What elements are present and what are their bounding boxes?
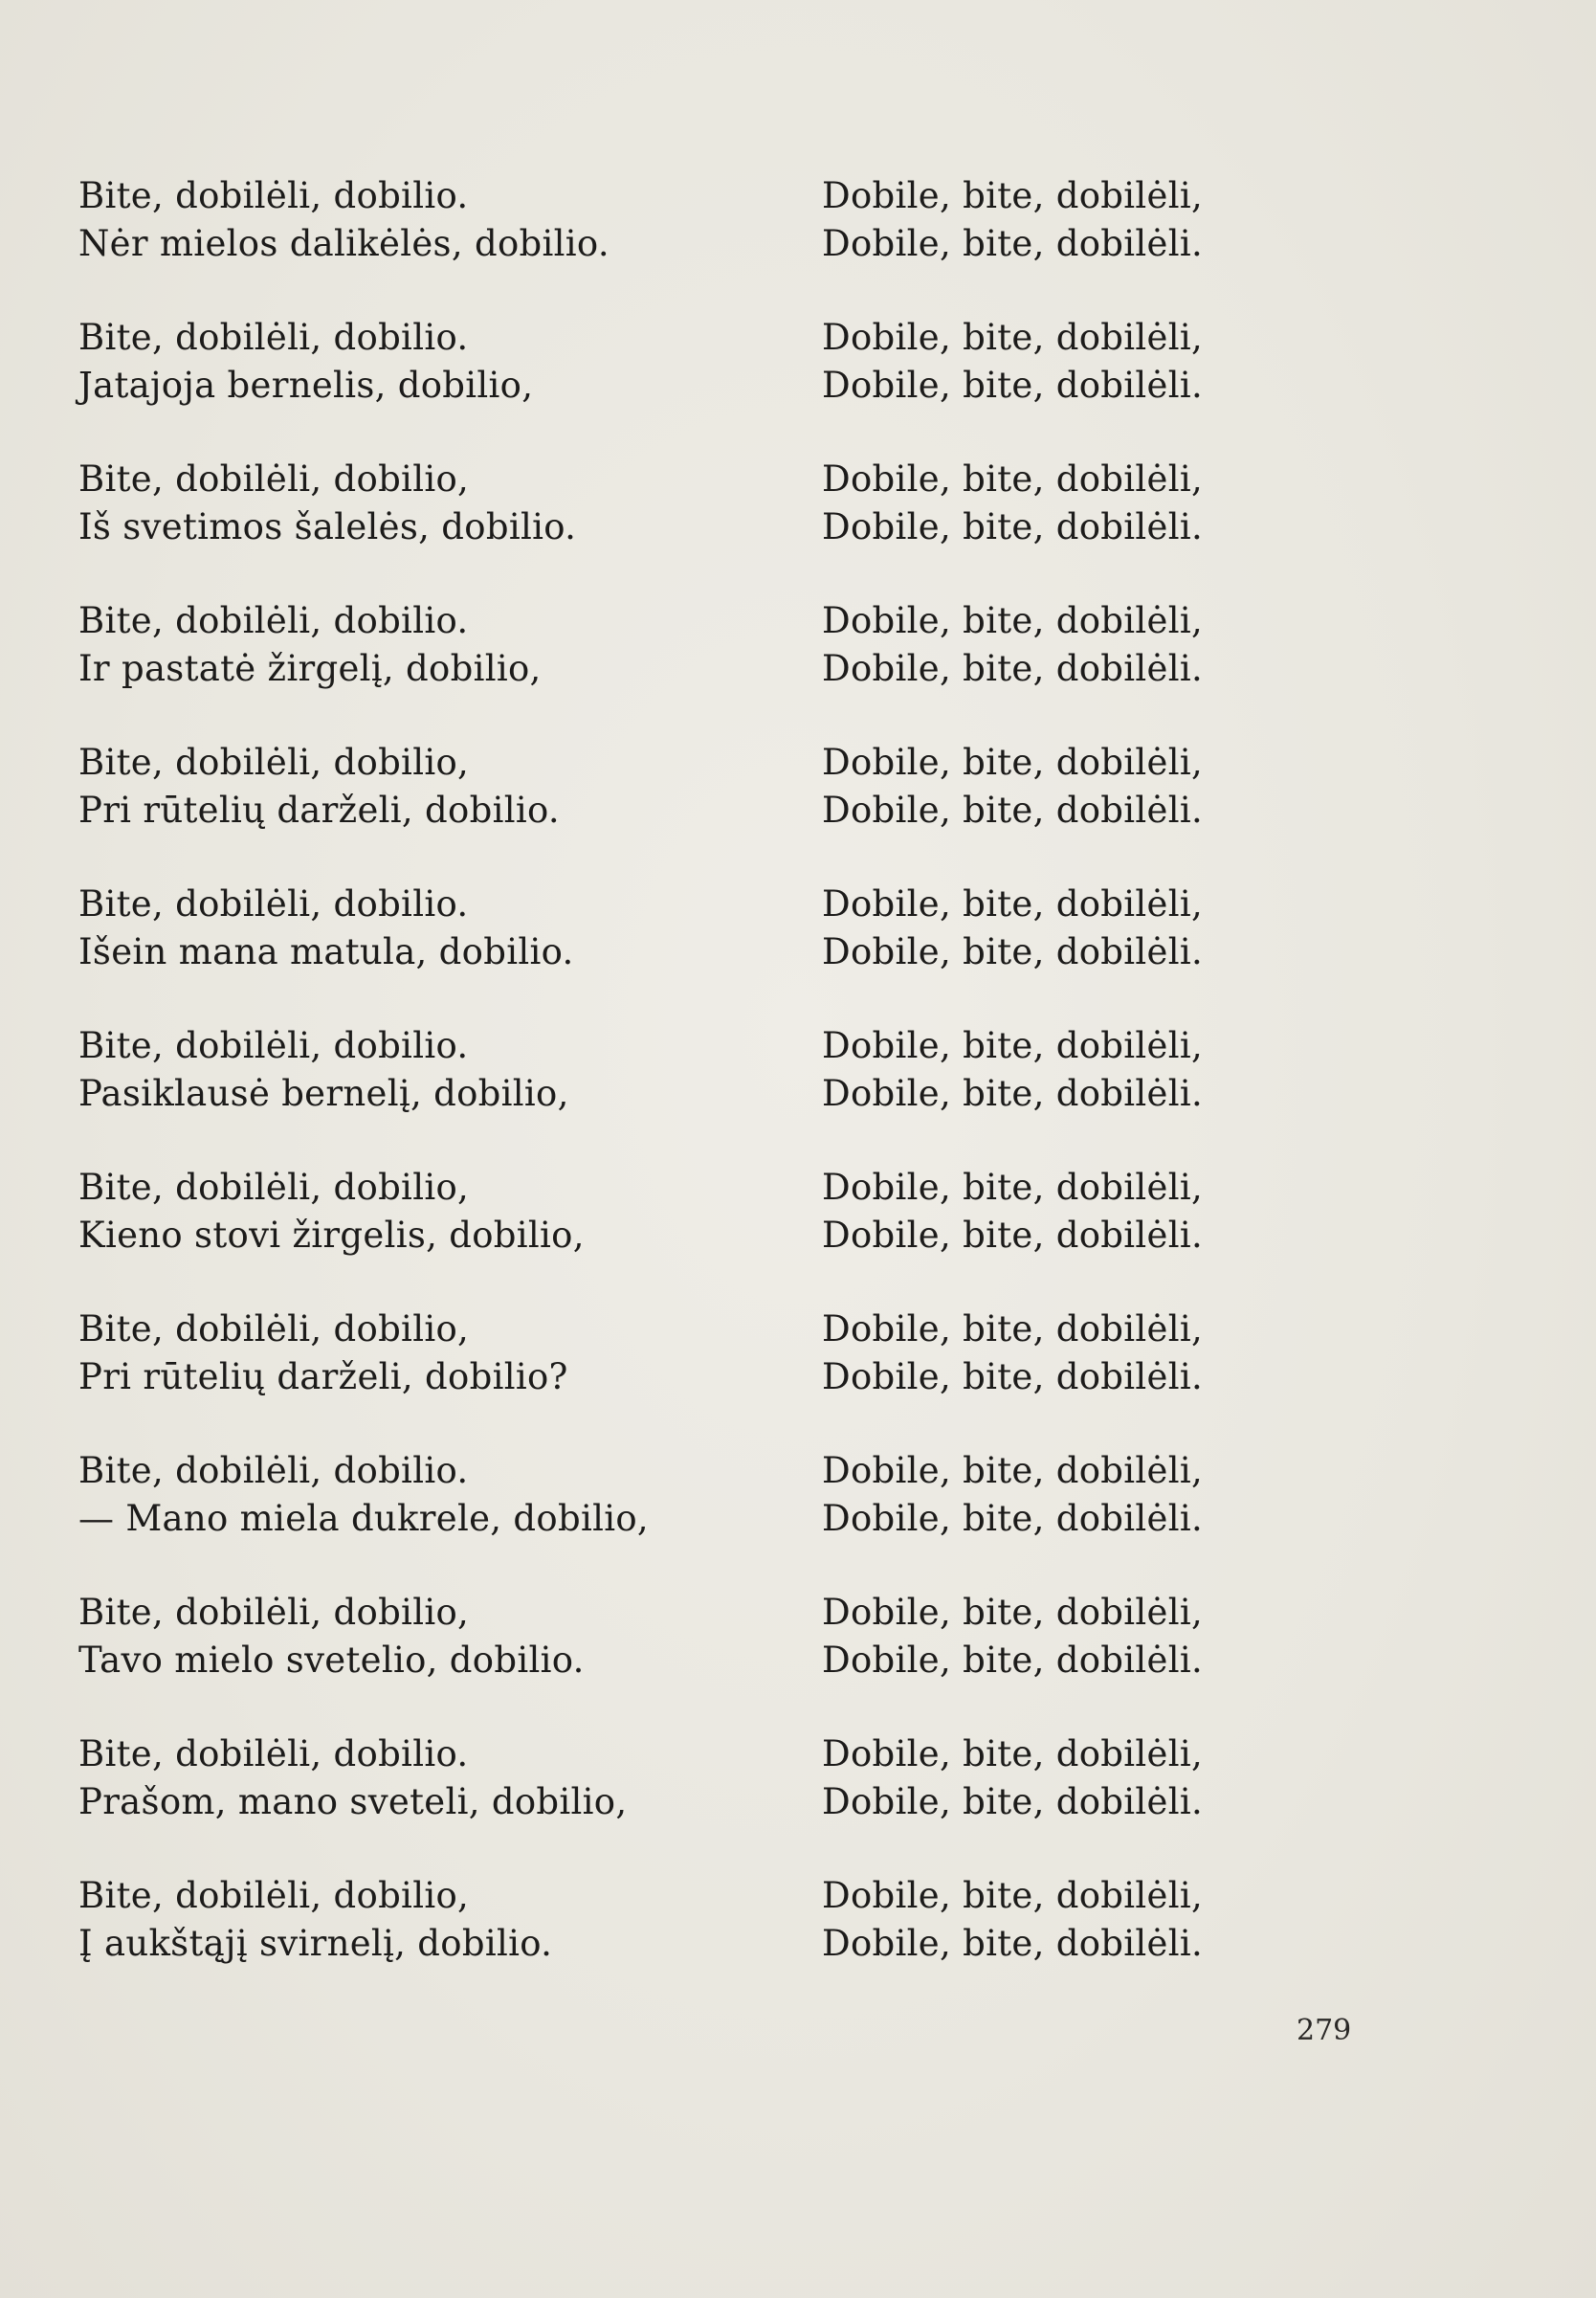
stanza-refrain-column bbox=[822, 456, 1203, 551]
stanza bbox=[78, 1872, 1284, 2014]
stanza-refrain-column bbox=[822, 1447, 1203, 1543]
stanza-left-column bbox=[78, 597, 542, 693]
verse-line: Nėr mielos dalikėlės, dobilio. bbox=[78, 223, 610, 264]
stanza bbox=[78, 314, 1284, 456]
refrain-line: Dobile, bite, dobilėli. bbox=[822, 1073, 1204, 1114]
stanza-left-column bbox=[78, 739, 560, 835]
verse-line: Pri rūtelių darželi, dobilio? bbox=[78, 1356, 568, 1397]
refrain-line: Dobile, bite, dobilėli, bbox=[822, 317, 1204, 358]
refrain-line: Dobile, bite, dobilėli, bbox=[822, 1450, 1204, 1491]
verse-line: Bite, dobilėli, dobilio, bbox=[78, 1875, 470, 1916]
verse-line: Kieno stovi žirgelis, dobilio, bbox=[78, 1215, 585, 1256]
verse-line: Bite, dobilėli, dobilio. bbox=[78, 883, 469, 925]
stanza bbox=[78, 597, 1284, 739]
refrain-line: Dobile, bite, dobilėli, bbox=[822, 742, 1204, 783]
refrain-line: Dobile, bite, dobilėli, bbox=[822, 175, 1204, 216]
refrain-line: Dobile, bite, dobilėli, bbox=[822, 1308, 1204, 1350]
refrain-line: Dobile, bite, dobilėli, bbox=[822, 600, 1204, 641]
stanza-refrain-column bbox=[822, 881, 1203, 976]
stanza bbox=[78, 1305, 1284, 1447]
stanza-refrain-column bbox=[822, 739, 1203, 835]
refrain-line: Dobile, bite, dobilėli. bbox=[822, 365, 1204, 406]
refrain-line: Dobile, bite, dobilėli. bbox=[822, 223, 1204, 264]
stanza bbox=[78, 739, 1284, 881]
verse-line: Bite, dobilėli, dobilio. bbox=[78, 175, 469, 216]
stanza bbox=[78, 172, 1284, 314]
refrain-line: Dobile, bite, dobilėli. bbox=[822, 1640, 1204, 1681]
stanza-left-column bbox=[78, 881, 574, 976]
stanza-refrain-column bbox=[822, 1589, 1203, 1684]
stanza-refrain-column bbox=[822, 1022, 1203, 1118]
refrain-line: Dobile, bite, dobilėli. bbox=[822, 931, 1204, 972]
stanza-left-column bbox=[78, 1305, 568, 1401]
song-text bbox=[78, 172, 1284, 2014]
refrain-line: Dobile, bite, dobilėli. bbox=[822, 1215, 1204, 1256]
refrain-line: Dobile, bite, dobilėli, bbox=[822, 1592, 1204, 1633]
stanza-left-column bbox=[78, 1872, 552, 1968]
stanza-refrain-column bbox=[822, 1730, 1203, 1826]
verse-line: Bite, dobilėli, dobilio. bbox=[78, 1025, 469, 1066]
verse-line: Bite, dobilėli, dobilio. bbox=[78, 1733, 469, 1774]
refrain-line: Dobile, bite, dobilėli, bbox=[822, 1167, 1204, 1208]
verse-line: Bite, dobilėli, dobilio, bbox=[78, 742, 470, 783]
stanza-left-column bbox=[78, 1589, 585, 1684]
stanza-refrain-column bbox=[822, 1164, 1203, 1260]
stanza bbox=[78, 1589, 1284, 1730]
verse-line: Bite, dobilėli, dobilio, bbox=[78, 1167, 470, 1208]
verse-line: Pasiklausė bernelį, dobilio, bbox=[78, 1073, 569, 1114]
page-number: 279 bbox=[1297, 2014, 1352, 2047]
refrain-line: Dobile, bite, dobilėli, bbox=[822, 1733, 1204, 1774]
verse-line: Ir pastatė žirgelį, dobilio, bbox=[78, 648, 542, 689]
verse-line: Prašom, mano sveteli, dobilio, bbox=[78, 1781, 628, 1822]
refrain-line: Dobile, bite, dobilėli. bbox=[822, 648, 1204, 689]
verse-line: Tavo mielo svetelio, dobilio. bbox=[78, 1640, 585, 1681]
verse-line: Bite, dobilėli, dobilio, bbox=[78, 1592, 470, 1633]
stanza-refrain-column bbox=[822, 1872, 1203, 1968]
stanza-left-column bbox=[78, 456, 576, 551]
verse-line: Bite, dobilėli, dobilio. bbox=[78, 317, 469, 358]
stanza bbox=[78, 1447, 1284, 1589]
refrain-line: Dobile, bite, dobilėli, bbox=[822, 883, 1204, 925]
stanza bbox=[78, 1730, 1284, 1872]
stanza bbox=[78, 1022, 1284, 1164]
stanza-refrain-column bbox=[822, 172, 1203, 268]
stanza-refrain-column bbox=[822, 597, 1203, 693]
refrain-line: Dobile, bite, dobilėli. bbox=[822, 1356, 1204, 1397]
refrain-line: Dobile, bite, dobilėli. bbox=[822, 506, 1204, 547]
stanza-left-column bbox=[78, 1730, 627, 1826]
stanza-refrain-column bbox=[822, 314, 1203, 410]
refrain-line: Dobile, bite, dobilėli. bbox=[822, 790, 1204, 831]
refrain-line: Dobile, bite, dobilėli. bbox=[822, 1923, 1204, 1964]
verse-line: Į aukštąjį svirnelį, dobilio. bbox=[78, 1923, 553, 1964]
refrain-line: Dobile, bite, dobilėli, bbox=[822, 458, 1204, 500]
stanza-left-column bbox=[78, 314, 533, 410]
stanza-left-column bbox=[78, 1022, 569, 1118]
stanza-refrain-column bbox=[822, 1305, 1203, 1401]
refrain-line: Dobile, bite, dobilėli, bbox=[822, 1025, 1204, 1066]
verse-line: Bite, dobilėli, dobilio. bbox=[78, 1450, 469, 1491]
stanza-left-column bbox=[78, 172, 610, 268]
verse-line: Bite, dobilėli, dobilio, bbox=[78, 1308, 470, 1350]
refrain-line: Dobile, bite, dobilėli. bbox=[822, 1498, 1204, 1539]
verse-line: Bite, dobilėli, dobilio, bbox=[78, 458, 470, 500]
verse-line: Bite, dobilėli, dobilio. bbox=[78, 600, 469, 641]
stanza bbox=[78, 456, 1284, 597]
verse-line: Pri rūtelių darželi, dobilio. bbox=[78, 790, 560, 831]
verse-line: — Mano miela dukrele, dobilio, bbox=[78, 1498, 649, 1539]
stanza bbox=[78, 881, 1284, 1022]
refrain-line: Dobile, bite, dobilėli, bbox=[822, 1875, 1204, 1916]
stanza-left-column bbox=[78, 1164, 585, 1260]
verse-line: Jatajoja bernelis, dobilio, bbox=[78, 365, 534, 406]
verse-line: Išein mana matula, dobilio. bbox=[78, 931, 574, 972]
refrain-line: Dobile, bite, dobilėli. bbox=[822, 1781, 1204, 1822]
stanza bbox=[78, 1164, 1284, 1305]
verse-line: Iš svetimos šalelės, dobilio. bbox=[78, 506, 577, 547]
stanza-left-column bbox=[78, 1447, 649, 1543]
